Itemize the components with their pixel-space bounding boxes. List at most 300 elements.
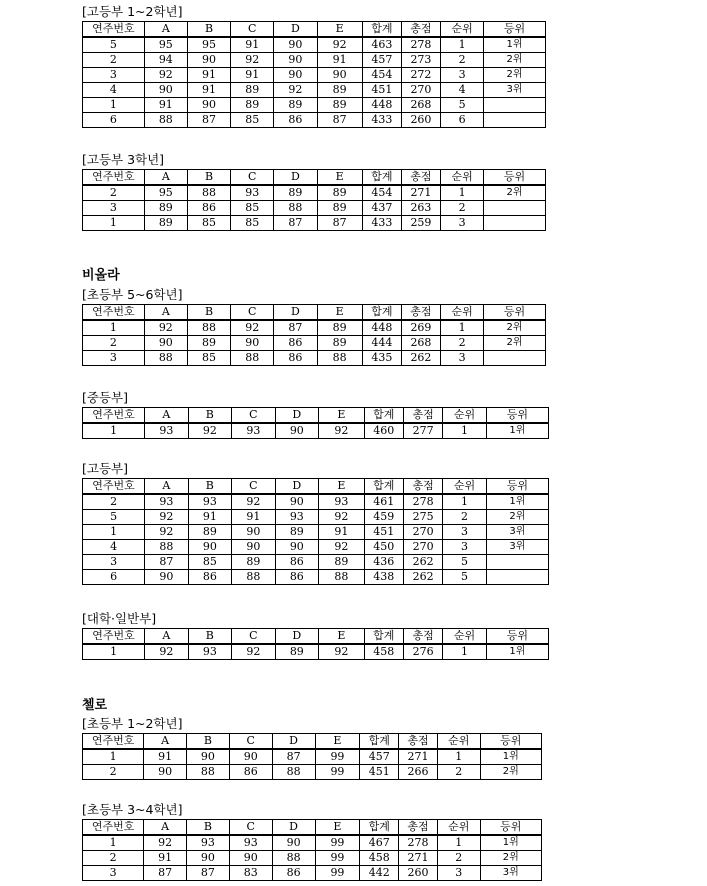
- cell-award: [486, 570, 548, 585]
- cell-total: 268: [401, 336, 440, 351]
- cell-score-b: 87: [187, 866, 230, 881]
- cell-sum: 451: [364, 525, 403, 540]
- cell-score-e: 99: [315, 851, 360, 866]
- cell-sum: 448: [362, 98, 401, 113]
- cell-sum: 442: [360, 866, 399, 881]
- score-table: [82, 628, 549, 660]
- cell-award: [484, 113, 546, 128]
- cell-score-d: 89: [275, 525, 318, 540]
- table-row: [83, 749, 542, 765]
- cell-performer-number: 3: [83, 68, 145, 83]
- cell-score-e: 92: [319, 540, 365, 555]
- cell-rank: 3: [440, 351, 483, 366]
- column-header-total: 총점: [399, 734, 438, 750]
- cell-score-b: 88: [187, 765, 230, 780]
- table-header-row: [83, 734, 542, 750]
- cell-score-d: 90: [275, 540, 318, 555]
- cell-score-a: 89: [144, 201, 187, 216]
- cell-score-c: 90: [231, 336, 274, 351]
- cell-score-b: 90: [187, 53, 230, 68]
- cell-score-e: 92: [317, 37, 362, 53]
- column-header-score-d: D: [275, 629, 318, 645]
- score-table: [82, 169, 546, 231]
- section-caption: [초등부 1~2학년]: [82, 716, 183, 731]
- section-viola-high-school: [82, 461, 549, 585]
- cell-total: 262: [403, 570, 442, 585]
- cell-sum: 451: [360, 765, 399, 780]
- column-header-score-a: A: [144, 22, 187, 38]
- cell-award: 3위: [486, 525, 548, 540]
- table-row: [83, 320, 546, 336]
- column-header-score-d: D: [272, 820, 315, 836]
- cell-award: [484, 216, 546, 231]
- table-header-row: [83, 629, 549, 645]
- cell-total: 278: [399, 835, 438, 851]
- column-header-rank: 순위: [443, 629, 486, 645]
- cell-score-a: 92: [145, 510, 188, 525]
- cell-total: 278: [401, 37, 440, 53]
- cell-performer-number: 5: [83, 510, 145, 525]
- cell-score-e: 92: [319, 510, 365, 525]
- cell-award: 2위: [484, 185, 546, 201]
- cell-score-c: 90: [229, 749, 272, 765]
- table-row: [83, 555, 549, 570]
- table-row: [83, 185, 546, 201]
- cell-score-a: 88: [144, 351, 187, 366]
- column-header-score-b: B: [188, 479, 231, 495]
- cell-score-a: 92: [144, 320, 187, 336]
- cell-total: 272: [401, 68, 440, 83]
- cell-performer-number: 4: [83, 83, 145, 98]
- cell-rank: 3: [440, 68, 483, 83]
- column-header-score-a: A: [144, 305, 187, 321]
- column-header-performer-number: 연주번호: [83, 734, 144, 750]
- cell-total: 259: [401, 216, 440, 231]
- column-header-award: 등위: [486, 479, 548, 495]
- cell-sum: 454: [362, 185, 401, 201]
- column-header-score-c: C: [231, 170, 274, 186]
- cell-score-c: 83: [229, 866, 272, 881]
- cell-score-d: 90: [274, 53, 317, 68]
- cell-score-d: 86: [275, 570, 318, 585]
- cell-score-b: 90: [188, 540, 231, 555]
- cell-sum: 457: [360, 749, 399, 765]
- section-caption: [초등부 5~6학년]: [82, 287, 183, 302]
- column-header-total: 총점: [401, 170, 440, 186]
- column-header-sum: 합계: [362, 170, 401, 186]
- score-table: [82, 733, 542, 780]
- cell-award: 2위: [480, 851, 541, 866]
- column-header-score-d: D: [272, 734, 315, 750]
- cell-score-a: 88: [145, 540, 188, 555]
- column-header-score-a: A: [145, 479, 188, 495]
- column-header-score-d: D: [275, 408, 318, 424]
- column-header-score-d: D: [274, 170, 317, 186]
- cell-rank: 5: [443, 555, 486, 570]
- cell-performer-number: 6: [83, 570, 145, 585]
- column-header-total: 총점: [403, 408, 442, 424]
- cell-performer-number: 3: [83, 351, 145, 366]
- cell-score-d: 86: [272, 866, 315, 881]
- table-row: [83, 835, 542, 851]
- column-header-score-c: C: [231, 22, 274, 38]
- cell-score-a: 92: [144, 68, 187, 83]
- table-row: [83, 866, 542, 881]
- table-row: [83, 351, 546, 366]
- cell-rank: 2: [440, 201, 483, 216]
- cell-score-b: 86: [188, 570, 231, 585]
- table-row: [83, 540, 549, 555]
- cell-rank: 3: [437, 866, 480, 881]
- cell-rank: 1: [437, 835, 480, 851]
- cell-award: 3위: [486, 540, 548, 555]
- cell-sum: 450: [364, 540, 403, 555]
- table-row: [83, 83, 546, 98]
- cell-score-e: 92: [319, 423, 365, 439]
- cell-award: 2위: [484, 336, 546, 351]
- cell-rank: 2: [437, 851, 480, 866]
- cell-sum: 444: [362, 336, 401, 351]
- cell-score-a: 90: [145, 570, 188, 585]
- column-header-score-e: E: [317, 305, 362, 321]
- table-row: [83, 851, 542, 866]
- column-header-award: 등위: [484, 22, 546, 38]
- cell-performer-number: 3: [83, 866, 144, 881]
- section-high-school-3: [82, 152, 546, 231]
- table-row: [83, 494, 549, 510]
- cell-score-d: 86: [275, 555, 318, 570]
- cell-score-d: 93: [275, 510, 318, 525]
- cell-score-b: 92: [188, 423, 231, 439]
- cell-score-b: 93: [188, 494, 231, 510]
- table-header-row: [83, 22, 546, 38]
- cell-total: 270: [403, 525, 442, 540]
- cell-score-c: 92: [231, 320, 274, 336]
- column-header-total: 총점: [403, 479, 442, 495]
- column-header-award: 등위: [480, 820, 541, 836]
- cell-score-c: 93: [232, 423, 275, 439]
- cell-score-e: 87: [317, 216, 362, 231]
- cell-score-d: 86: [274, 113, 317, 128]
- section-viola-elementary-5-6: [82, 287, 546, 366]
- cell-rank: 1: [437, 749, 480, 765]
- cell-performer-number: 2: [83, 494, 145, 510]
- cell-score-c: 90: [229, 851, 272, 866]
- cell-performer-number: 1: [83, 423, 145, 439]
- cell-sum: 435: [362, 351, 401, 366]
- table-row: [83, 98, 546, 113]
- cell-score-a: 94: [144, 53, 187, 68]
- cell-sum: 459: [364, 510, 403, 525]
- column-header-rank: 순위: [440, 170, 483, 186]
- cell-score-b: 86: [187, 201, 230, 216]
- cell-performer-number: 2: [83, 185, 145, 201]
- section-caption: [고등부]: [82, 461, 128, 476]
- table-row: [83, 336, 546, 351]
- cell-score-e: 99: [315, 765, 360, 780]
- cell-score-d: 92: [274, 83, 317, 98]
- cell-total: 262: [403, 555, 442, 570]
- cell-rank: 4: [440, 83, 483, 98]
- cell-score-e: 88: [319, 570, 365, 585]
- cell-sum: 463: [362, 37, 401, 53]
- cell-total: 268: [401, 98, 440, 113]
- table-header-row: [83, 479, 549, 495]
- table-header-row: [83, 305, 546, 321]
- cell-performer-number: 5: [83, 37, 145, 53]
- cell-sum: 461: [364, 494, 403, 510]
- cell-score-c: 90: [232, 525, 275, 540]
- section-viola-university-general: [82, 611, 549, 660]
- column-header-score-e: E: [317, 22, 362, 38]
- cell-total: 271: [399, 851, 438, 866]
- cell-performer-number: 1: [83, 835, 144, 851]
- column-header-score-d: D: [274, 305, 317, 321]
- column-header-sum: 합계: [364, 479, 403, 495]
- cell-rank: 6: [440, 113, 483, 128]
- cell-performer-number: 1: [83, 216, 145, 231]
- column-header-award: 등위: [484, 305, 546, 321]
- cell-score-c: 86: [229, 765, 272, 780]
- cell-score-a: 91: [144, 98, 187, 113]
- cell-score-c: 85: [231, 216, 274, 231]
- column-header-performer-number: 연주번호: [83, 408, 145, 424]
- cell-total: 262: [401, 351, 440, 366]
- cell-rank: 3: [443, 540, 486, 555]
- cell-score-e: 93: [319, 494, 365, 510]
- cell-score-b: 85: [187, 216, 230, 231]
- cell-score-a: 90: [144, 336, 187, 351]
- cell-score-b: 90: [187, 98, 230, 113]
- cell-award: 1위: [486, 644, 548, 660]
- cell-score-c: 89: [231, 98, 274, 113]
- instrument-heading-cello: 첼로: [82, 698, 108, 713]
- cell-score-b: 88: [187, 320, 230, 336]
- cell-score-b: 91: [188, 510, 231, 525]
- cell-performer-number: 2: [83, 336, 145, 351]
- section-cello-elementary-1-2: [82, 716, 542, 780]
- column-header-score-c: C: [232, 479, 275, 495]
- cell-score-c: 85: [231, 113, 274, 128]
- column-header-sum: 합계: [360, 820, 399, 836]
- cell-rank: 1: [440, 320, 483, 336]
- instrument-heading-viola: 비올라: [82, 268, 120, 283]
- section-caption: [초등부 3~4학년]: [82, 802, 183, 817]
- column-header-score-c: C: [229, 820, 272, 836]
- cell-total: 260: [401, 113, 440, 128]
- score-table: [82, 478, 549, 585]
- column-header-score-d: D: [275, 479, 318, 495]
- cell-performer-number: 2: [83, 53, 145, 68]
- column-header-score-c: C: [231, 305, 274, 321]
- cell-score-e: 87: [317, 113, 362, 128]
- section-caption: [고등부 3학년]: [82, 152, 165, 167]
- cell-sum: 454: [362, 68, 401, 83]
- cell-score-d: 88: [272, 765, 315, 780]
- cell-score-b: 89: [187, 336, 230, 351]
- column-header-score-c: C: [232, 629, 275, 645]
- column-header-award: 등위: [480, 734, 541, 750]
- cell-score-a: 93: [145, 494, 188, 510]
- cell-score-b: 90: [187, 749, 230, 765]
- section-cello-elementary-3-4: [82, 802, 542, 881]
- cell-total: 271: [399, 749, 438, 765]
- column-header-award: 등위: [486, 629, 548, 645]
- cell-award: [484, 351, 546, 366]
- cell-score-b: 91: [187, 68, 230, 83]
- cell-rank: 2: [437, 765, 480, 780]
- cell-award: [484, 98, 546, 113]
- cell-award: 2위: [484, 320, 546, 336]
- cell-performer-number: 3: [83, 201, 145, 216]
- cell-rank: 3: [440, 216, 483, 231]
- column-header-score-b: B: [187, 820, 230, 836]
- table-row: [83, 644, 549, 660]
- cell-score-c: 90: [232, 540, 275, 555]
- cell-score-c: 92: [232, 494, 275, 510]
- cell-score-a: 88: [144, 113, 187, 128]
- section-caption: [대학·일반부]: [82, 611, 157, 626]
- column-header-score-b: B: [187, 734, 230, 750]
- column-header-score-a: A: [145, 629, 188, 645]
- cell-rank: 2: [443, 510, 486, 525]
- cell-score-e: 89: [319, 555, 365, 570]
- cell-award: 3위: [480, 866, 541, 881]
- cell-score-d: 86: [274, 351, 317, 366]
- cell-performer-number: 1: [83, 525, 145, 540]
- table-header-row: [83, 820, 542, 836]
- score-table: [82, 819, 542, 881]
- cell-score-a: 87: [144, 866, 187, 881]
- column-header-sum: 합계: [360, 734, 399, 750]
- cell-total: 270: [401, 83, 440, 98]
- cell-sum: 457: [362, 53, 401, 68]
- cell-total: 263: [401, 201, 440, 216]
- cell-score-c: 88: [232, 570, 275, 585]
- cell-score-a: 91: [144, 749, 187, 765]
- section-viola-middle-school: [82, 390, 549, 439]
- column-header-score-b: B: [188, 408, 231, 424]
- column-header-performer-number: 연주번호: [83, 479, 145, 495]
- section-high-school-1-2: [82, 4, 546, 128]
- cell-score-a: 90: [144, 83, 187, 98]
- cell-performer-number: 1: [83, 98, 145, 113]
- table-row: [83, 37, 546, 53]
- column-header-total: 총점: [403, 629, 442, 645]
- column-header-sum: 합계: [364, 629, 403, 645]
- cell-score-c: 91: [231, 68, 274, 83]
- cell-score-c: 93: [231, 185, 274, 201]
- cell-sum: 433: [362, 216, 401, 231]
- column-header-rank: 순위: [437, 820, 480, 836]
- table-row: [83, 53, 546, 68]
- cell-award: 1위: [484, 37, 546, 53]
- cell-score-d: 90: [274, 68, 317, 83]
- cell-score-b: 93: [188, 644, 231, 660]
- cell-score-c: 91: [231, 37, 274, 53]
- cell-score-a: 90: [144, 765, 187, 780]
- cell-score-c: 85: [231, 201, 274, 216]
- column-header-score-e: E: [315, 820, 360, 836]
- column-header-sum: 합계: [362, 22, 401, 38]
- cell-total: 273: [401, 53, 440, 68]
- cell-score-c: 89: [232, 555, 275, 570]
- table-row: [83, 68, 546, 83]
- column-header-total: 총점: [401, 305, 440, 321]
- cell-rank: 3: [443, 525, 486, 540]
- cell-score-b: 93: [187, 835, 230, 851]
- cell-score-e: 91: [317, 53, 362, 68]
- cell-score-b: 89: [188, 525, 231, 540]
- cell-performer-number: 1: [83, 644, 145, 660]
- cell-score-e: 99: [315, 749, 360, 765]
- cell-performer-number: 2: [83, 851, 144, 866]
- column-header-score-a: A: [144, 170, 187, 186]
- cell-score-d: 89: [275, 644, 318, 660]
- cell-score-a: 87: [145, 555, 188, 570]
- column-header-score-b: B: [187, 170, 230, 186]
- cell-score-d: 87: [274, 216, 317, 231]
- cell-sum: 467: [360, 835, 399, 851]
- cell-score-d: 90: [275, 494, 318, 510]
- column-header-rank: 순위: [437, 734, 480, 750]
- column-header-score-e: E: [315, 734, 360, 750]
- cell-score-e: 88: [317, 351, 362, 366]
- cell-score-b: 90: [187, 851, 230, 866]
- column-header-score-e: E: [319, 629, 365, 645]
- cell-score-d: 88: [272, 851, 315, 866]
- cell-score-e: 89: [317, 185, 362, 201]
- column-header-score-e: E: [317, 170, 362, 186]
- cell-score-c: 88: [231, 351, 274, 366]
- cell-total: 276: [403, 644, 442, 660]
- cell-score-c: 89: [231, 83, 274, 98]
- cell-score-e: 89: [317, 336, 362, 351]
- table-row: [83, 423, 549, 439]
- column-header-rank: 순위: [443, 479, 486, 495]
- cell-score-c: 92: [231, 53, 274, 68]
- column-header-sum: 합계: [362, 305, 401, 321]
- column-header-score-a: A: [145, 408, 188, 424]
- cell-performer-number: 3: [83, 555, 145, 570]
- cell-score-e: 91: [319, 525, 365, 540]
- cell-award: 3위: [484, 83, 546, 98]
- cell-score-e: 89: [317, 83, 362, 98]
- cell-score-a: 89: [144, 216, 187, 231]
- cell-score-a: 93: [145, 423, 188, 439]
- cell-score-a: 95: [144, 37, 187, 53]
- table-header-row: [83, 170, 546, 186]
- cell-score-e: 89: [317, 201, 362, 216]
- score-table: [82, 304, 546, 366]
- column-header-total: 총점: [401, 22, 440, 38]
- column-header-score-e: E: [319, 479, 365, 495]
- column-header-rank: 순위: [443, 408, 486, 424]
- cell-score-c: 93: [229, 835, 272, 851]
- cell-rank: 5: [440, 98, 483, 113]
- table-row: [83, 765, 542, 780]
- cell-score-e: 92: [319, 644, 365, 660]
- table-row: [83, 510, 549, 525]
- cell-score-b: 91: [187, 83, 230, 98]
- cell-score-b: 85: [188, 555, 231, 570]
- cell-sum: 438: [364, 570, 403, 585]
- cell-score-b: 85: [187, 351, 230, 366]
- cell-score-a: 91: [144, 851, 187, 866]
- cell-performer-number: 2: [83, 765, 144, 780]
- cell-rank: 1: [440, 37, 483, 53]
- column-header-performer-number: 연주번호: [83, 629, 145, 645]
